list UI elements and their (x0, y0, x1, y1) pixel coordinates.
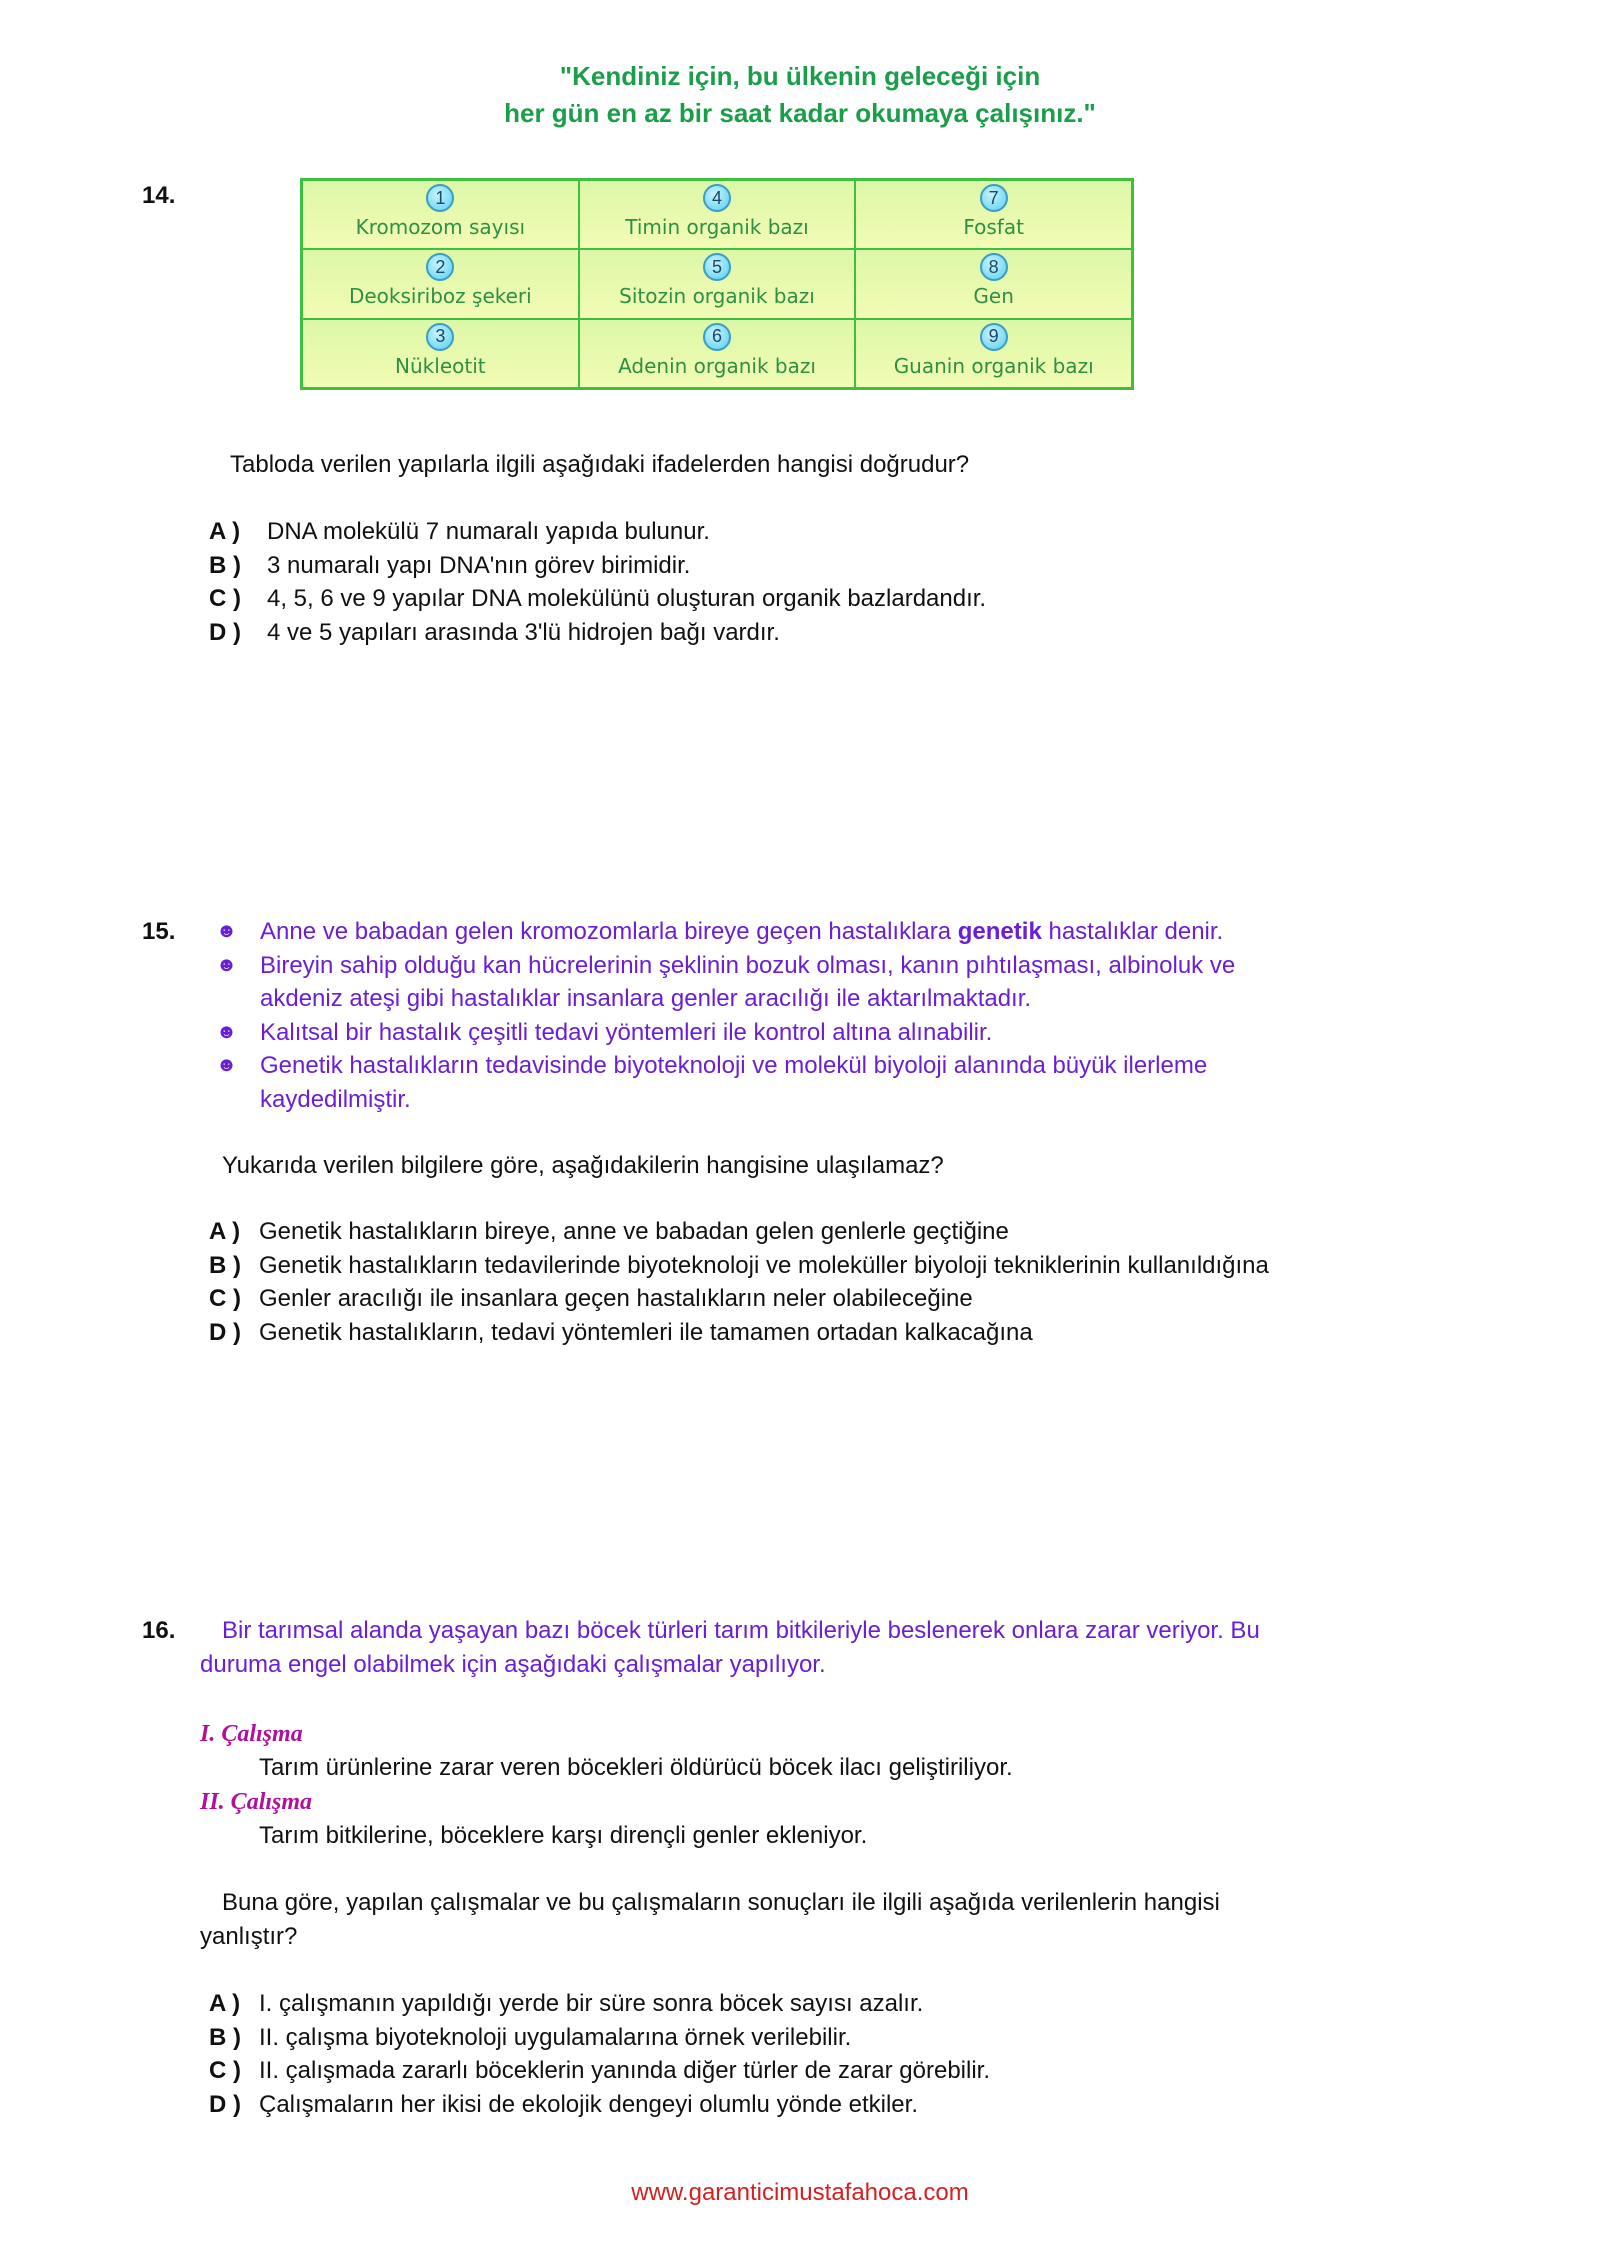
option-text: I. çalışmanın yapıldığı yerde bir süre sonra böcek sayısı azalır. (259, 1990, 924, 2017)
table-cell (855, 319, 1132, 388)
option-label: B ) (209, 551, 241, 579)
intro-line-1: Bir tarımsal alanda yaşayan bazı böcek türleri tarım bitkileriyle beslenerek onlara zarar veriyor. Bu (222, 1617, 1260, 1644)
cell-label: Gen (973, 284, 1014, 309)
option-d[interactable] (209, 616, 986, 650)
info-bullets (212, 915, 1412, 1116)
number-badge: 8 (980, 253, 1008, 281)
table-cell (579, 180, 856, 249)
option-text: II. çalışmada zararlı böceklerin yanında diğer türler de zarar görebilir. (259, 2057, 991, 2084)
question-16-intro (200, 1614, 1460, 1682)
bullet-text: Anne ve babadan gelen kromozomlarla bireye geçen hastalıklara (260, 918, 958, 945)
table-cell (579, 249, 856, 318)
number-badge: 7 (980, 184, 1008, 212)
smiley-bullet-icon: ☻ (216, 920, 238, 942)
option-label: C ) (209, 585, 241, 612)
number-badge: 3 (426, 323, 454, 351)
option-a[interactable] (209, 515, 986, 549)
option-a[interactable] (209, 1215, 1269, 1249)
study-2-text: Tarım bitkilerine, böceklere karşı dirençli genler ekleniyor. (259, 1822, 868, 1849)
option-b[interactable] (209, 549, 986, 583)
table-cell (302, 180, 579, 249)
option-label: C ) (209, 2057, 241, 2084)
option-text: Genetik hastalıkların, tedavi yöntemleri ile tamamen ortadan kalkacağına (259, 1318, 1033, 1346)
option-d[interactable] (209, 2088, 990, 2122)
question-14-options (209, 515, 986, 649)
option-text: DNA molekülü 7 numaralı yapıda bulunur. (267, 518, 710, 545)
number-badge: 4 (703, 184, 731, 212)
bullet-text: akdeniz ateşi gibi hastalıklar insanlara genler aracılığı ile aktarılmaktadır. (260, 985, 1032, 1012)
number-badge: 9 (980, 323, 1008, 351)
study-2-title: II. Çalışma (200, 1789, 313, 1815)
option-text: 4, 5, 6 ve 9 yapılar DNA molekülünü oluşturan organik bazlardandır. (267, 585, 987, 612)
table-cell (855, 180, 1132, 249)
question-15-options (209, 1215, 1269, 1349)
smiley-bullet-icon: ☻ (216, 953, 238, 976)
cell-label: Deoksiriboz şekeri (348, 284, 532, 309)
option-label: D ) (209, 2090, 241, 2118)
number-badge: 5 (703, 253, 731, 281)
question-14-number: 14. (142, 182, 176, 209)
number-badge: 1 (426, 184, 454, 212)
table-cell (579, 319, 856, 388)
option-text: 4 ve 5 yapıları arasında 3'lü hidrojen bağı vardır. (267, 618, 780, 646)
bullet-item (212, 915, 1412, 949)
motto-line-1: "Kendiniz için, bu ülkenin geleceği için (559, 61, 1041, 91)
option-b[interactable] (209, 2021, 990, 2055)
option-c[interactable] (209, 582, 986, 616)
study-1-text: Tarım ürünlerine zarar veren böcekleri öldürücü böcek ilacı geliştiriliyor. (259, 1754, 1013, 1781)
option-label: D ) (209, 618, 241, 646)
question-15-number: 15. (142, 918, 176, 945)
bullet-bold-term: genetik (957, 918, 1042, 945)
option-text: Genler aracılığı ile insanlara geçen hastalıkların neler olabileceğine (259, 1285, 973, 1312)
footer-website-link[interactable]: www.garanticimustafahoca.com (631, 2179, 969, 2206)
option-c[interactable] (209, 1282, 1269, 1316)
cell-label: Guanin organik bazı (893, 353, 1094, 378)
cell-label: Fosfat (963, 215, 1024, 239)
bullet-item (212, 949, 1412, 1016)
option-label: B ) (209, 2023, 241, 2051)
option-c[interactable] (209, 2054, 990, 2088)
option-label: A ) (209, 518, 241, 545)
option-a[interactable] (209, 1987, 990, 2021)
question-line-1: Buna göre, yapılan çalışmalar ve bu çalışmaların sonuçları ile ilgili aşağıda verilenlerin hangisi (222, 1889, 1220, 1916)
number-badge: 6 (703, 323, 731, 351)
bullet-item (212, 1049, 1412, 1116)
structures-table (300, 178, 1134, 390)
bullet-text: Bireyin sahip olduğu kan hücrelerinin şeklinin bozuk olması, kanın pıhtılaşması, albinoluk ve (260, 951, 1236, 979)
question-16-text (200, 1886, 1460, 1954)
motto-line-2: her gün en az bir saat kadar okumaya çalışınız." (504, 98, 1096, 128)
option-text: Genetik hastalıkların tedavilerinde biyoteknoloji ve moleküller biyoloji tekniklerinin kullanıldığına (259, 1251, 1269, 1279)
table-cell (302, 249, 579, 318)
option-label: D ) (209, 1318, 241, 1346)
table-cell (302, 319, 579, 388)
option-label: C ) (209, 1285, 241, 1312)
option-label: B ) (209, 1251, 241, 1279)
bullet-text: Kalıtsal bir hastalık çeşitli tedavi yöntemleri ile kontrol altına alınabilir. (260, 1018, 993, 1046)
question-line-2: yanlıştır? (200, 1923, 298, 1950)
question-14-text: Tabloda verilen yapılarla ilgili aşağıdaki ifadelerden hangisi doğrudur? (230, 451, 970, 478)
option-text: 3 numaralı yapı DNA'nın görev birimidir. (267, 551, 691, 579)
cell-label: Adenin organik bazı (618, 353, 816, 378)
study-1-title: I. Çalışma (200, 1721, 303, 1747)
smiley-bullet-icon: ☻ (216, 1054, 238, 1076)
cell-label: Timin organik bazı (625, 215, 809, 239)
option-text: Genetik hastalıkların bireye, anne ve babadan gelen genlerle geçtiğine (259, 1218, 1009, 1245)
bullet-item (212, 1016, 1412, 1050)
bullet-text: hastalıklar denir. (1041, 918, 1224, 945)
option-b[interactable] (209, 1249, 1269, 1283)
option-label: A ) (209, 1990, 241, 2017)
motto-quote (0, 58, 1600, 132)
option-text: Çalışmaların her ikisi de ekolojik dengeyi olumlu yönde etkiler. (259, 2090, 918, 2118)
question-15-text: Yukarıda verilen bilgilere göre, aşağıdakilerin hangisine ulaşılamaz? (222, 1152, 944, 1179)
option-d[interactable] (209, 1316, 1269, 1350)
question-16-options (209, 1987, 990, 2121)
intro-line-2: duruma engel olabilmek için aşağıdaki çalışmalar yapılıyor. (200, 1651, 826, 1678)
number-badge: 2 (426, 253, 454, 281)
smiley-bullet-icon: ☻ (216, 1020, 238, 1043)
cell-label: Sitozin organik bazı (619, 284, 815, 309)
option-text: II. çalışma biyoteknoloji uygulamalarına örnek verilebilir. (259, 2023, 852, 2051)
cell-label: Nükleotit (395, 353, 486, 378)
question-16-number: 16. (142, 1617, 176, 1644)
cell-label: Kromozom sayısı (355, 215, 526, 239)
bullet-text: Genetik hastalıkların tedavisinde biyoteknoloji ve molekül biyoloji alanında büyük ilerleme (260, 1052, 1208, 1079)
option-label: A ) (209, 1218, 241, 1245)
bullet-text: kaydedilmiştir. (260, 1085, 411, 1113)
table-cell (855, 249, 1132, 318)
